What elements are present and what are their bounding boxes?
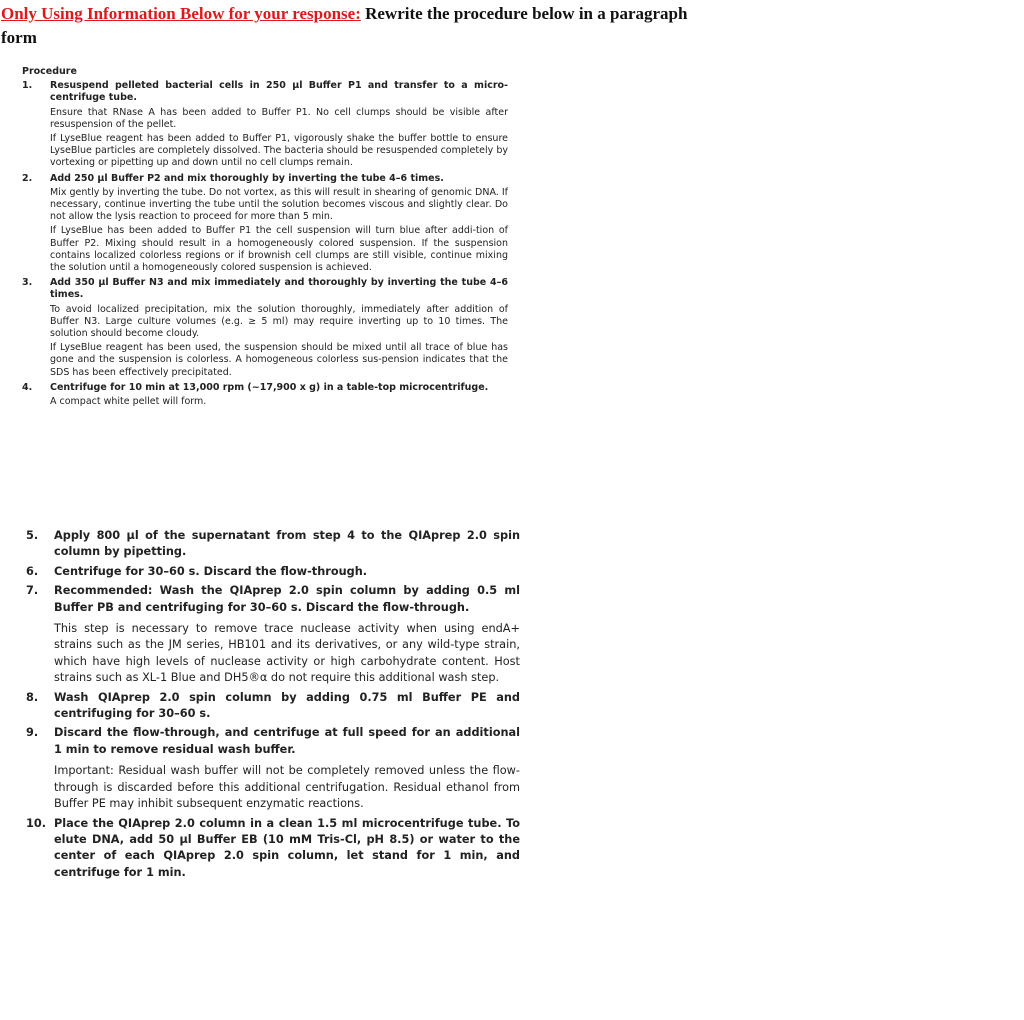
step-note: To avoid localized precipitation, mix the solution thoroughly, immediately after addition of Buffer N3. Large culture volumes (e.g. ≥ 5 ml) may require inverting up to 10 times. The solution should become cloudy. — [50, 303, 508, 340]
step-title: Centrifuge for 30–60 s. Discard the flow-through. — [54, 564, 368, 578]
step-note: Mix gently by inverting the tube. Do not vortex, as this will result in shearing of genomic DNA. If necessary, continue inverting the tube until the solution becomes viscous and slightly clear. Do not allow the lysis reaction to proceed for more than 5 min. — [50, 186, 508, 223]
step-number: 9. — [26, 726, 39, 740]
step-note: If LyseBlue reagent has been added to Buffer P1, vigorously shake the buffer bottle to ensure LyseBlue particles are completely dissolved. The bacteria should be resuspended completely by vortexing or pipetting up and down until no cell clumps remain. — [50, 133, 508, 169]
step-number: 8. — [26, 690, 39, 704]
step-title: Apply 800 µl of the supernatant from step 4 to the QIAprep 2.0 spin column by pipetting. — [54, 529, 520, 559]
procedure-step — [22, 382, 508, 408]
procedure-step — [22, 277, 508, 379]
step-title: Add 350 µl Buffer N3 and mix immediately and thoroughly by inverting the tube 4–6 times. — [50, 277, 508, 301]
procedure-step — [26, 583, 520, 686]
step-title: Centrifuge for 10 min at 13,000 rpm (~17,900 x g) in a table-top microcentrifuge. — [50, 381, 489, 393]
instruction-highlight: Only Using Information Below for your response: — [1, 4, 361, 23]
step-number: 5. — [26, 529, 39, 542]
step-number: 1. — [22, 80, 33, 92]
step-note: If LyseBlue reagent has been used, the suspension should be mixed until all trace of blue has gone and the suspension is colorless. A homogeneous colorless sus-pension indicates that the SDS has been effectively precipitated. — [50, 342, 508, 378]
step-note: Important: Residual wash buffer will not be completely removed unless the flow-through is discarded before this additional centrifugation. Residual ethanol from Buffer PE may inhibit subsequent enzymatic reactions. — [54, 764, 520, 811]
step-note: If LyseBlue has been added to Buffer P1 the cell suspension will turn blue after addi-tion of Buffer P2. Mixing should result in a homogeneously colored suspension. If the suspension contains localized colorless regions or if brownish cell clumps are still visible, continue mixing the solution until a homogeneously colored suspension is achieved. — [50, 225, 508, 274]
procedure-step — [22, 173, 508, 275]
step-title: Wash QIAprep 2.0 spin column by adding 0.75 ml Buffer PE and centrifuging for 30–60 s. — [54, 690, 520, 721]
procedure-step — [26, 564, 520, 580]
step-number: 10. — [26, 816, 47, 830]
step-number: 4. — [22, 381, 33, 393]
procedure-step — [26, 725, 520, 812]
instruction-header — [1, 2, 701, 50]
instruction-text: Rewrite the procedure below in a paragraph form — [1, 4, 688, 47]
step-note: This step is necessary to remove trace nuclease activity when using endA+ strains such as the JM series, HB101 and its derivatives, or any wild-type strain, which have high levels of nuclease activity or high carbohydrate content. Host strains such as XL-1 Blue and DH5®α do not require this additional wash step. — [54, 622, 520, 685]
procedure-part-1 — [22, 66, 508, 411]
step-note: A compact white pellet will form. — [50, 396, 207, 408]
step-title: Resuspend pelleted bacterial cells in 250 µl Buffer P1 and transfer to a micro-centrifuge tube. — [50, 80, 508, 104]
procedure-step — [26, 690, 520, 723]
step-number: 6. — [26, 564, 39, 578]
procedure-step — [26, 816, 520, 882]
procedure-title: Procedure — [22, 66, 77, 77]
step-note: Ensure that RNase A has been added to Buffer P1. No cell clumps should be visible after resuspension of the pellet. — [50, 106, 508, 130]
step-title: Add 250 µl Buffer P2 and mix thoroughly by inverting the tube 4–6 times. — [50, 172, 444, 184]
procedure-step — [26, 528, 520, 561]
step-number: 2. — [22, 172, 33, 184]
step-title: Place the QIAprep 2.0 column in a clean 1.5 ml microcentrifuge tube. To elute DNA, add 50 µl Buffer EB (10 mM Tris-Cl, pH 8.5) or water to the center of each QIAprep 2.0 spin column, let stand for 1 min, and centrifuge for 1 min. — [54, 816, 520, 879]
step-title: Discard the flow-through, and centrifuge at full speed for an additional 1 min to remove residual wash buffer. — [54, 726, 520, 756]
procedure-step — [22, 80, 508, 169]
step-number: 7. — [26, 584, 39, 598]
procedure-part-2 — [26, 528, 520, 884]
step-title: Recommended: Wash the QIAprep 2.0 spin column by adding 0.5 ml Buffer PB and centrifuging for 30–60 s. Discard the flow-through. — [54, 584, 520, 614]
step-number: 3. — [22, 277, 33, 289]
